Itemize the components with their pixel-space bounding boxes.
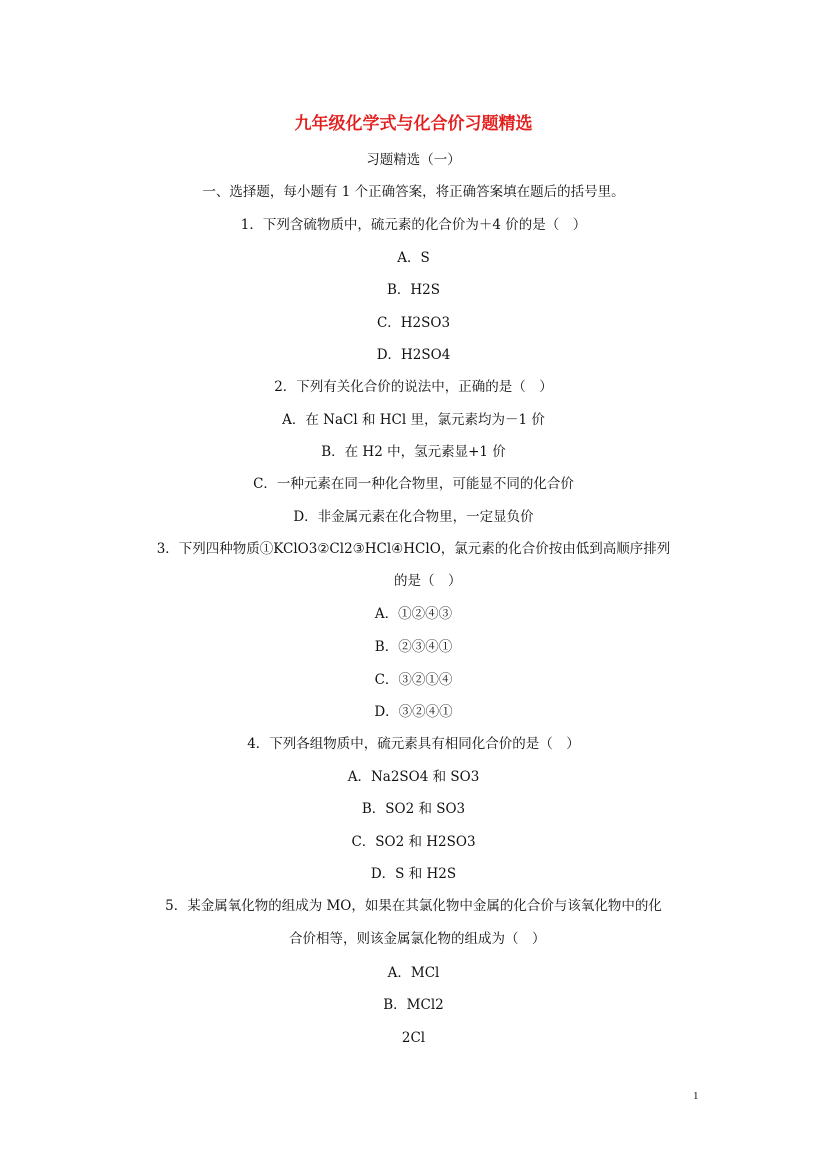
- question-3-stem-line-1: 3．下列四种物质①KClO3②Cl2③HCl④HClO，氯元素的化合价按由低到高顺序排列: [156, 541, 671, 557]
- question-2-stem: 2．下列有关化合价的说法中，正确的是（ ）: [274, 379, 553, 395]
- question-5-stem-line-1: 5．某金属氧化物的组成为 MO，如果在其氯化物中金属的化合价与该氧化物中的化: [165, 898, 662, 914]
- question-4-stem: 4．下列各组物质中，硫元素具有相同化合价的是（ ）: [247, 736, 580, 752]
- question-1-option-d: D．H2SO4: [376, 347, 451, 363]
- question-1-option-c: C．H2SO3: [376, 315, 451, 331]
- question-4-option-b: B．SO2 和 SO3: [361, 801, 466, 817]
- question-3-option-c: C．③②①④: [374, 672, 453, 688]
- section-heading: 习题精选（一）: [366, 152, 461, 168]
- instructions-text: 一、选择题，每小题有 1 个正确答案，将正确答案填在题后的括号里。: [202, 184, 625, 200]
- question-2-option-b: B．在 H2 中，氢元素显+1 价: [321, 444, 506, 460]
- question-1-option-a: A．S: [397, 250, 430, 266]
- question-5-option-a: A．MCl: [387, 965, 440, 981]
- question-1-stem: 1．下列含硫物质中，硫元素的化合价为＋4 价的是（ ）: [240, 217, 587, 233]
- question-4-option-c: C．SO2 和 H2SO3: [351, 834, 476, 850]
- question-3-option-b: B．②③④①: [374, 639, 453, 655]
- question-1-option-b: B．H2S: [386, 282, 441, 298]
- question-5-option-b: B．MCl2: [383, 997, 444, 1013]
- question-2-option-d: D．非金属元素在化合物里，一定显负价: [293, 509, 534, 525]
- page-number: 1: [693, 1090, 699, 1102]
- question-2-option-c: C．一种元素在同一种化合物里，可能显不同的化合价: [253, 476, 574, 492]
- question-3-option-d: D．③②④①: [374, 704, 453, 720]
- question-3-stem-line-2: 的是（ ）: [394, 573, 462, 589]
- question-4-option-d: D．S 和 H2S: [370, 866, 457, 882]
- question-3-option-a: A．①②④③: [374, 606, 453, 622]
- question-4-option-a: A．Na2SO4 和 SO3: [347, 769, 480, 785]
- question-5-stem-line-2: 合价相等，则该金属氯化物的组成为（ ）: [289, 931, 546, 947]
- question-2-option-a: A．在 NaCl 和 HCl 里，氯元素均为－1 价: [282, 412, 545, 428]
- question-5-option-fragment: 2Cl: [401, 1030, 426, 1046]
- document-title: 九年级化学式与化合价习题精选: [294, 114, 533, 134]
